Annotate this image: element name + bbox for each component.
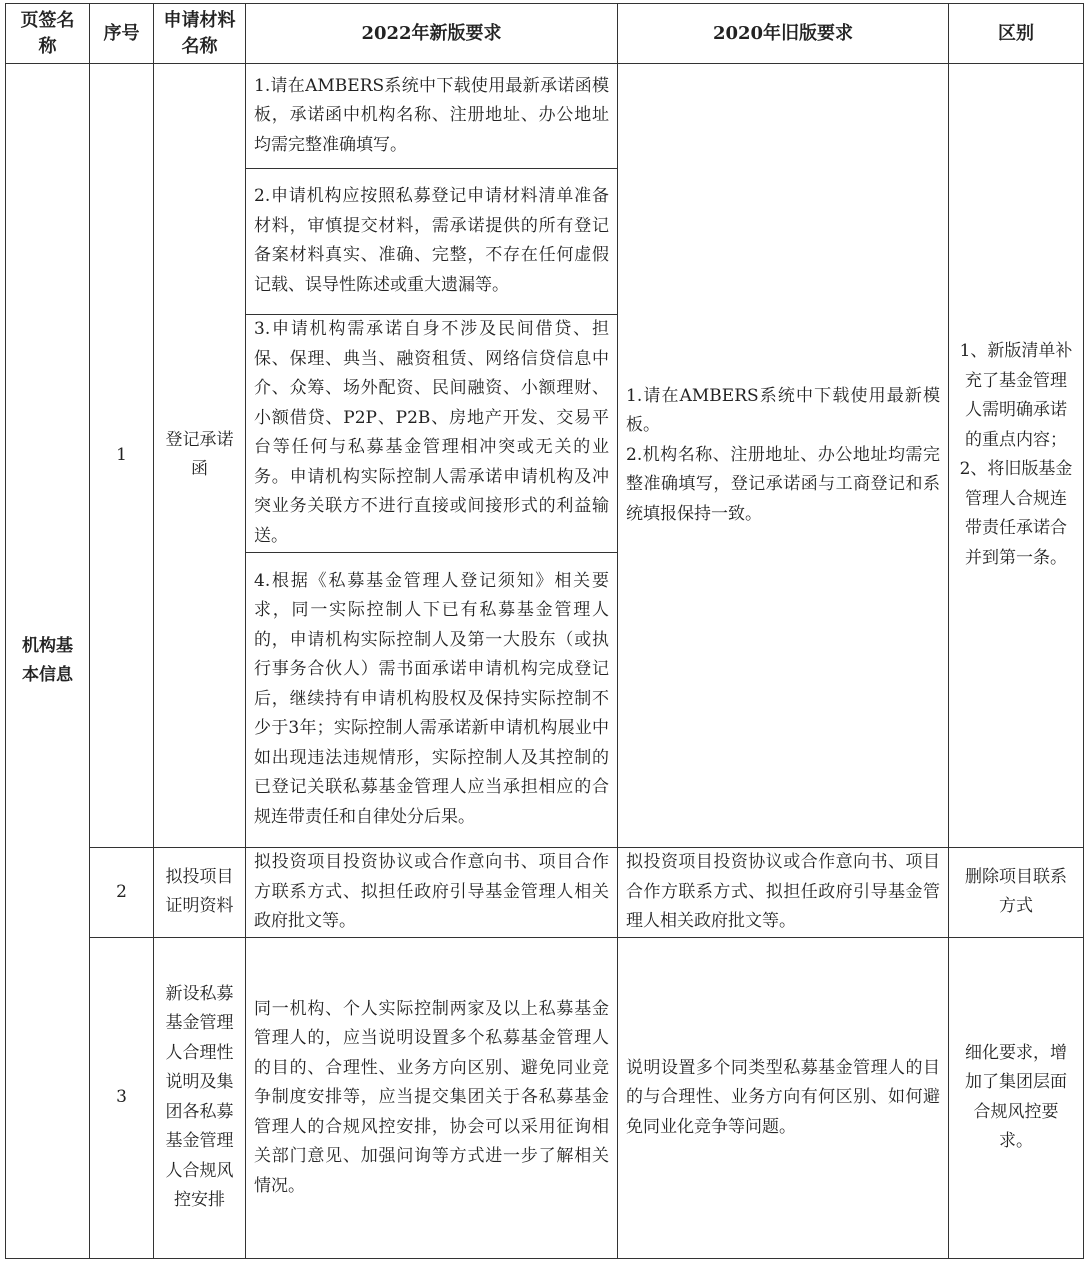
row-3-diff: 细化要求，增加了集团层面合规风控要求。 <box>949 937 1084 1258</box>
header-material: 申请材料名称 <box>154 4 246 64</box>
row-1-diff: 1、新版清单补充了基金管理人需明确承诺的重点内容； 2、将旧版基金管理人合规连带责任承诺合并到第一条。 <box>949 64 1084 847</box>
row-1-material: 登记承诺函 <box>154 64 246 847</box>
row-3-new: 同一机构、个人实际控制两家及以上私募基金管理人的，应当说明设置多个私募基金管理人的目的、合理性、业务方向区别、避免同业竞争制度安排等，应当提交集团关于各私募基金管理人的合规风控安排，协会可以采用征询相关部门意见、加强问询等方式进一步了解相关情况。 <box>246 937 618 1258</box>
row-1-new-item-3: 3.申请机构需承诺自身不涉及民间借贷、担保、保理、典当、融资租赁、网络信贷信息中介、众筹、场外配资、民间融资、小额理财、小额借贷、P2P、P2B、房地产开发、交易平台等任何与私募基金管理相冲突或无关的业务。申请机构实际控制人需承诺申请机构及冲突业务关联方不进行直接或间接形式的利益输送。 <box>246 314 618 552</box>
row-1-new-item-1: 1.请在AMBERS系统中下载使用最新承诺函模板，承诺函中机构名称、注册地址、办公地址均需完整准确填写。 <box>246 64 618 168</box>
row-3-no: 3 <box>90 937 154 1258</box>
row-2-no: 2 <box>90 847 154 937</box>
page-name-cell: 机构基本信息 <box>6 64 90 1259</box>
table-row <box>6 937 1084 1258</box>
row-1-new-item-4: 4.根据《私募基金管理人登记须知》相关要求，同一实际控制人下已有私募基金管理人的，申请机构实际控制人及第一大股东（或执行事务合伙人）需书面承诺申请机构完成登记后，继续持有申请机构股权及保持实际控制不少于3年；实际控制人需承诺新申请机构展业中如出现违法违规情形，实际控制人及其控制的已登记关联私募基金管理人应当承担相应的合规连带责任和自律处分后果。 <box>246 552 618 847</box>
row-2-old: 拟投资项目投资协议或合作意向书、项目合作方联系方式、拟担任政府引导基金管理人相关政府批文等。 <box>618 847 949 937</box>
header-new-requirement: 2022年新版要求 <box>246 4 618 64</box>
row-2-diff: 删除项目联系方式 <box>949 847 1084 937</box>
comparison-table <box>5 3 1084 1259</box>
table-row <box>6 64 1084 168</box>
row-3-old: 说明设置多个同类型私募基金管理人的目的与合理性、业务方向有何区别、如何避免同业化竞争等问题。 <box>618 937 949 1258</box>
header-no: 序号 <box>90 4 154 64</box>
row-2-material: 拟投项目证明资料 <box>154 847 246 937</box>
header-old-requirement: 2020年旧版要求 <box>618 4 949 64</box>
row-2-new: 拟投资项目投资协议或合作意向书、项目合作方联系方式、拟担任政府引导基金管理人相关政府批文等。 <box>246 847 618 937</box>
table-row <box>6 847 1084 937</box>
row-3-material: 新设私募基金管理人合理性说明及集团各私募基金管理人合规风控安排 <box>154 937 246 1258</box>
row-1-new-item-2: 2.申请机构应按照私募登记申请材料清单准备材料，审慎提交材料，需承诺提供的所有登记备案材料真实、准确、完整，不存在任何虚假记载、误导性陈述或重大遗漏等。 <box>246 168 618 314</box>
header-difference: 区别 <box>949 4 1084 64</box>
row-1-no: 1 <box>90 64 154 847</box>
header-page-name: 页签名称 <box>6 4 90 64</box>
header-row <box>6 4 1084 64</box>
row-1-old: 1.请在AMBERS系统中下载使用最新模板。 2.机构名称、注册地址、办公地址均需完整准确填写，登记承诺函与工商登记和系统填报保持一致。 <box>618 64 949 847</box>
